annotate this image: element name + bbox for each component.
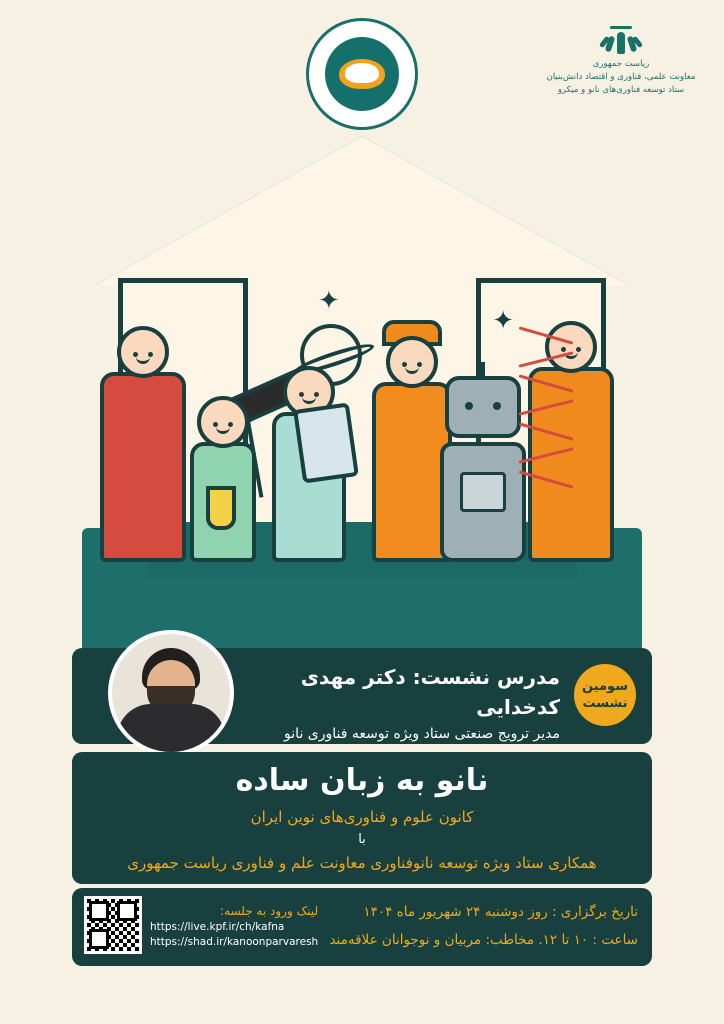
gov-line-1: ریاست جمهوری — [592, 59, 650, 69]
badge-line-2: نشست — [582, 696, 628, 711]
dove-icon — [339, 59, 385, 89]
gov-line-2: معاونت علمی، فناوری و اقتصاد دانش‌بنیان — [546, 72, 696, 82]
tablet-icon — [293, 402, 359, 483]
emblem-inner — [325, 37, 399, 111]
footer-details — [329, 898, 638, 954]
kanoon-logo — [306, 18, 418, 130]
with-label: با — [358, 832, 366, 847]
speaker-avatar — [108, 630, 234, 756]
main-panel — [72, 752, 652, 884]
meeting-link-1[interactable]: https://live.kpf.ir/ch/kafna — [150, 921, 285, 933]
badge-line-1: سومین — [582, 679, 628, 694]
speaker-title: مدرس نشست: دکتر مهدی کدخدایی — [300, 665, 560, 719]
meeting-link-2[interactable]: https://shad.ir/kanoonparvaresh — [150, 936, 319, 948]
kanoon-emblem — [306, 18, 418, 130]
sparkle-icon: ✦ — [318, 286, 340, 316]
gov-logo — [536, 24, 706, 97]
event-date: تاریخ برگزاری : روز دوشنبه ۲۴ شهریور ماه ۱۴۰۴ — [363, 904, 638, 920]
speaker-subtitle: مدیر ترویج صنعتی ستاد ویژه توسعه فناوری نانو — [284, 726, 560, 742]
qr-code[interactable] — [84, 896, 142, 954]
sparkle-icon: ✦ — [492, 306, 514, 336]
footer-panel — [72, 888, 652, 966]
robot-icon — [440, 376, 526, 562]
link-label: لینک ورود به جلسه: — [220, 904, 319, 918]
gov-line-3: ستاد توسعه فناوری‌های نانو و میکرو — [557, 85, 685, 95]
illustration — [0, 128, 724, 648]
dna-icon — [518, 328, 574, 498]
event-title: نانو به زبان ساده — [235, 763, 489, 798]
child-with-telescope — [100, 326, 186, 562]
cooperation-line: همکاری ستاد ویژه توسعه نانوفناوری معاونت علم و فناوری ریاست جمهوری — [127, 854, 597, 872]
child-with-flask — [190, 396, 256, 562]
event-time: ساعت : ۱۰ تا ۱۲. مخاطب: مربیان و نوجوانان علاقه‌مند — [329, 932, 638, 948]
session-badge — [574, 664, 636, 726]
iran-emblem-icon — [604, 24, 638, 54]
speaker-panel — [72, 648, 652, 744]
roof — [94, 136, 630, 286]
footer-links — [150, 902, 318, 950]
organizer-line: کانون علوم و فناوری‌های نوین ایران — [250, 808, 474, 826]
speaker-text — [232, 662, 560, 746]
flask-icon — [206, 486, 236, 530]
